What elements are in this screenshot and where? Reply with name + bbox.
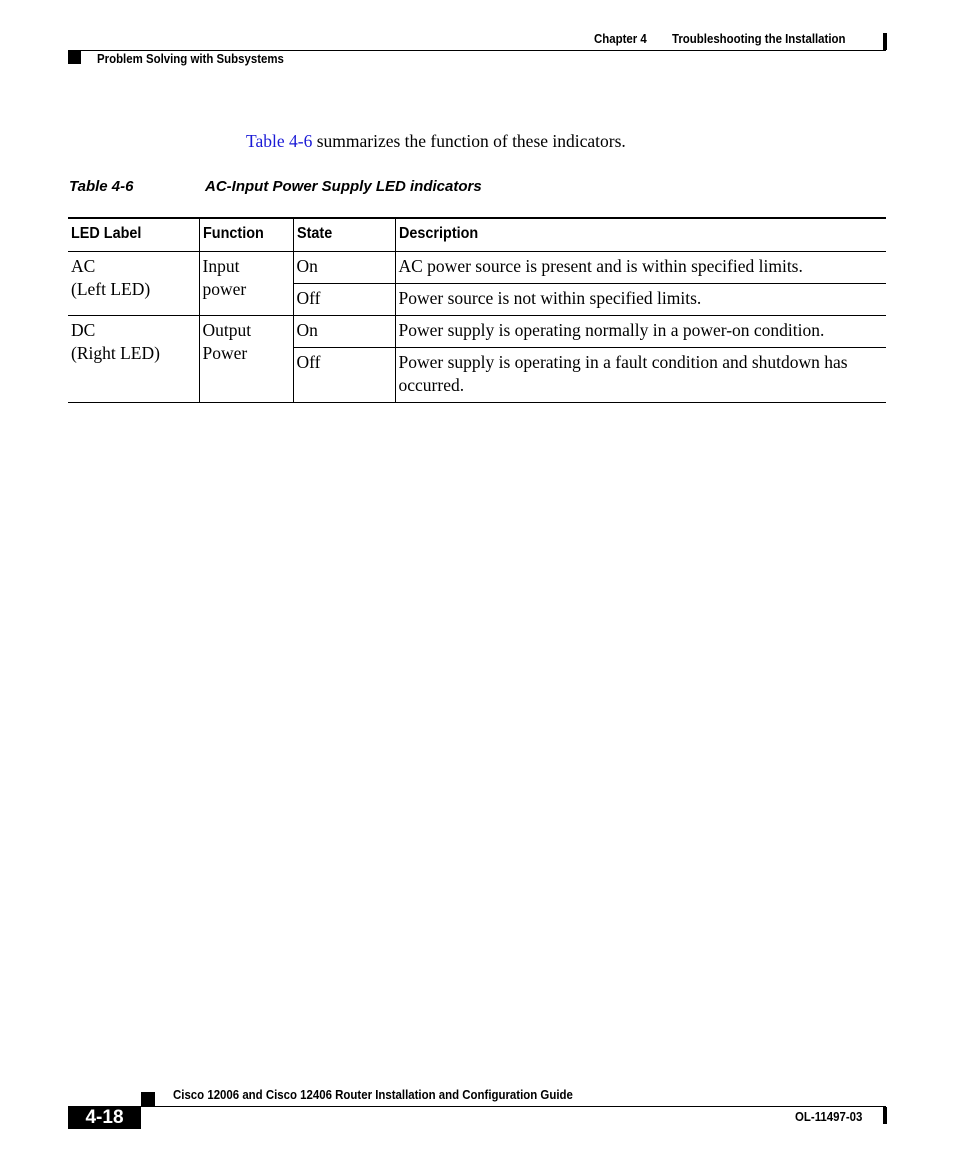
description-cell: AC power source is present and is within specified limits. — [395, 252, 886, 284]
led-name: DC — [71, 320, 96, 340]
header-chapter-title: Troubleshooting the Installation — [672, 31, 846, 46]
state-cell: On — [293, 316, 395, 348]
led-name: AC — [71, 256, 96, 276]
function-line: power — [202, 279, 247, 299]
table-row — [68, 316, 886, 348]
function-line: Output — [202, 320, 252, 340]
state-cell: On — [293, 252, 395, 284]
led-label-cell — [68, 316, 199, 403]
intro-paragraph — [246, 131, 626, 152]
footer-right-bar — [883, 1107, 887, 1124]
description-cell: Power supply is operating in a fault condition and shutdown has occurred. — [395, 348, 886, 403]
header-right-bar — [883, 33, 887, 50]
table-row — [68, 252, 886, 284]
column-header-description: Description — [395, 218, 886, 252]
function-cell — [199, 316, 293, 403]
state-cell: Off — [293, 348, 395, 403]
function-line: Input — [202, 256, 240, 276]
function-line: Power — [202, 343, 248, 363]
led-position: (Left LED) — [71, 279, 151, 299]
function-cell — [199, 252, 293, 316]
header-section-marker — [68, 51, 81, 64]
led-position: (Right LED) — [71, 343, 160, 363]
page-number: 4-18 — [68, 1106, 141, 1129]
table-caption-title: AC-Input Power Supply LED indicators — [205, 178, 482, 195]
led-indicator-table — [68, 217, 886, 403]
document-number: OL-11497-03 — [795, 1109, 863, 1124]
led-label-cell — [68, 252, 199, 316]
column-header-function: Function — [199, 218, 293, 252]
state-cell: Off — [293, 284, 395, 316]
description-cell: Power source is not within specified limits. — [395, 284, 886, 316]
intro-text: summarizes the function of these indicators. — [312, 131, 626, 151]
footer-guide-title: Cisco 12006 and Cisco 12406 Router Installation and Configuration Guide — [173, 1087, 573, 1102]
table-caption-number: Table 4-6 — [69, 178, 134, 195]
column-header-state: State — [293, 218, 395, 252]
header-chapter-number: Chapter 4 — [594, 31, 647, 46]
header-section-title: Problem Solving with Subsystems — [97, 51, 284, 66]
table-header-row — [68, 218, 886, 252]
column-header-led-label: LED Label — [68, 218, 199, 252]
table-reference-link[interactable]: Table 4-6 — [246, 131, 313, 151]
description-cell: Power supply is operating normally in a power-on condition. — [395, 316, 886, 348]
footer-rule — [141, 1106, 886, 1107]
footer-marker — [141, 1092, 155, 1106]
